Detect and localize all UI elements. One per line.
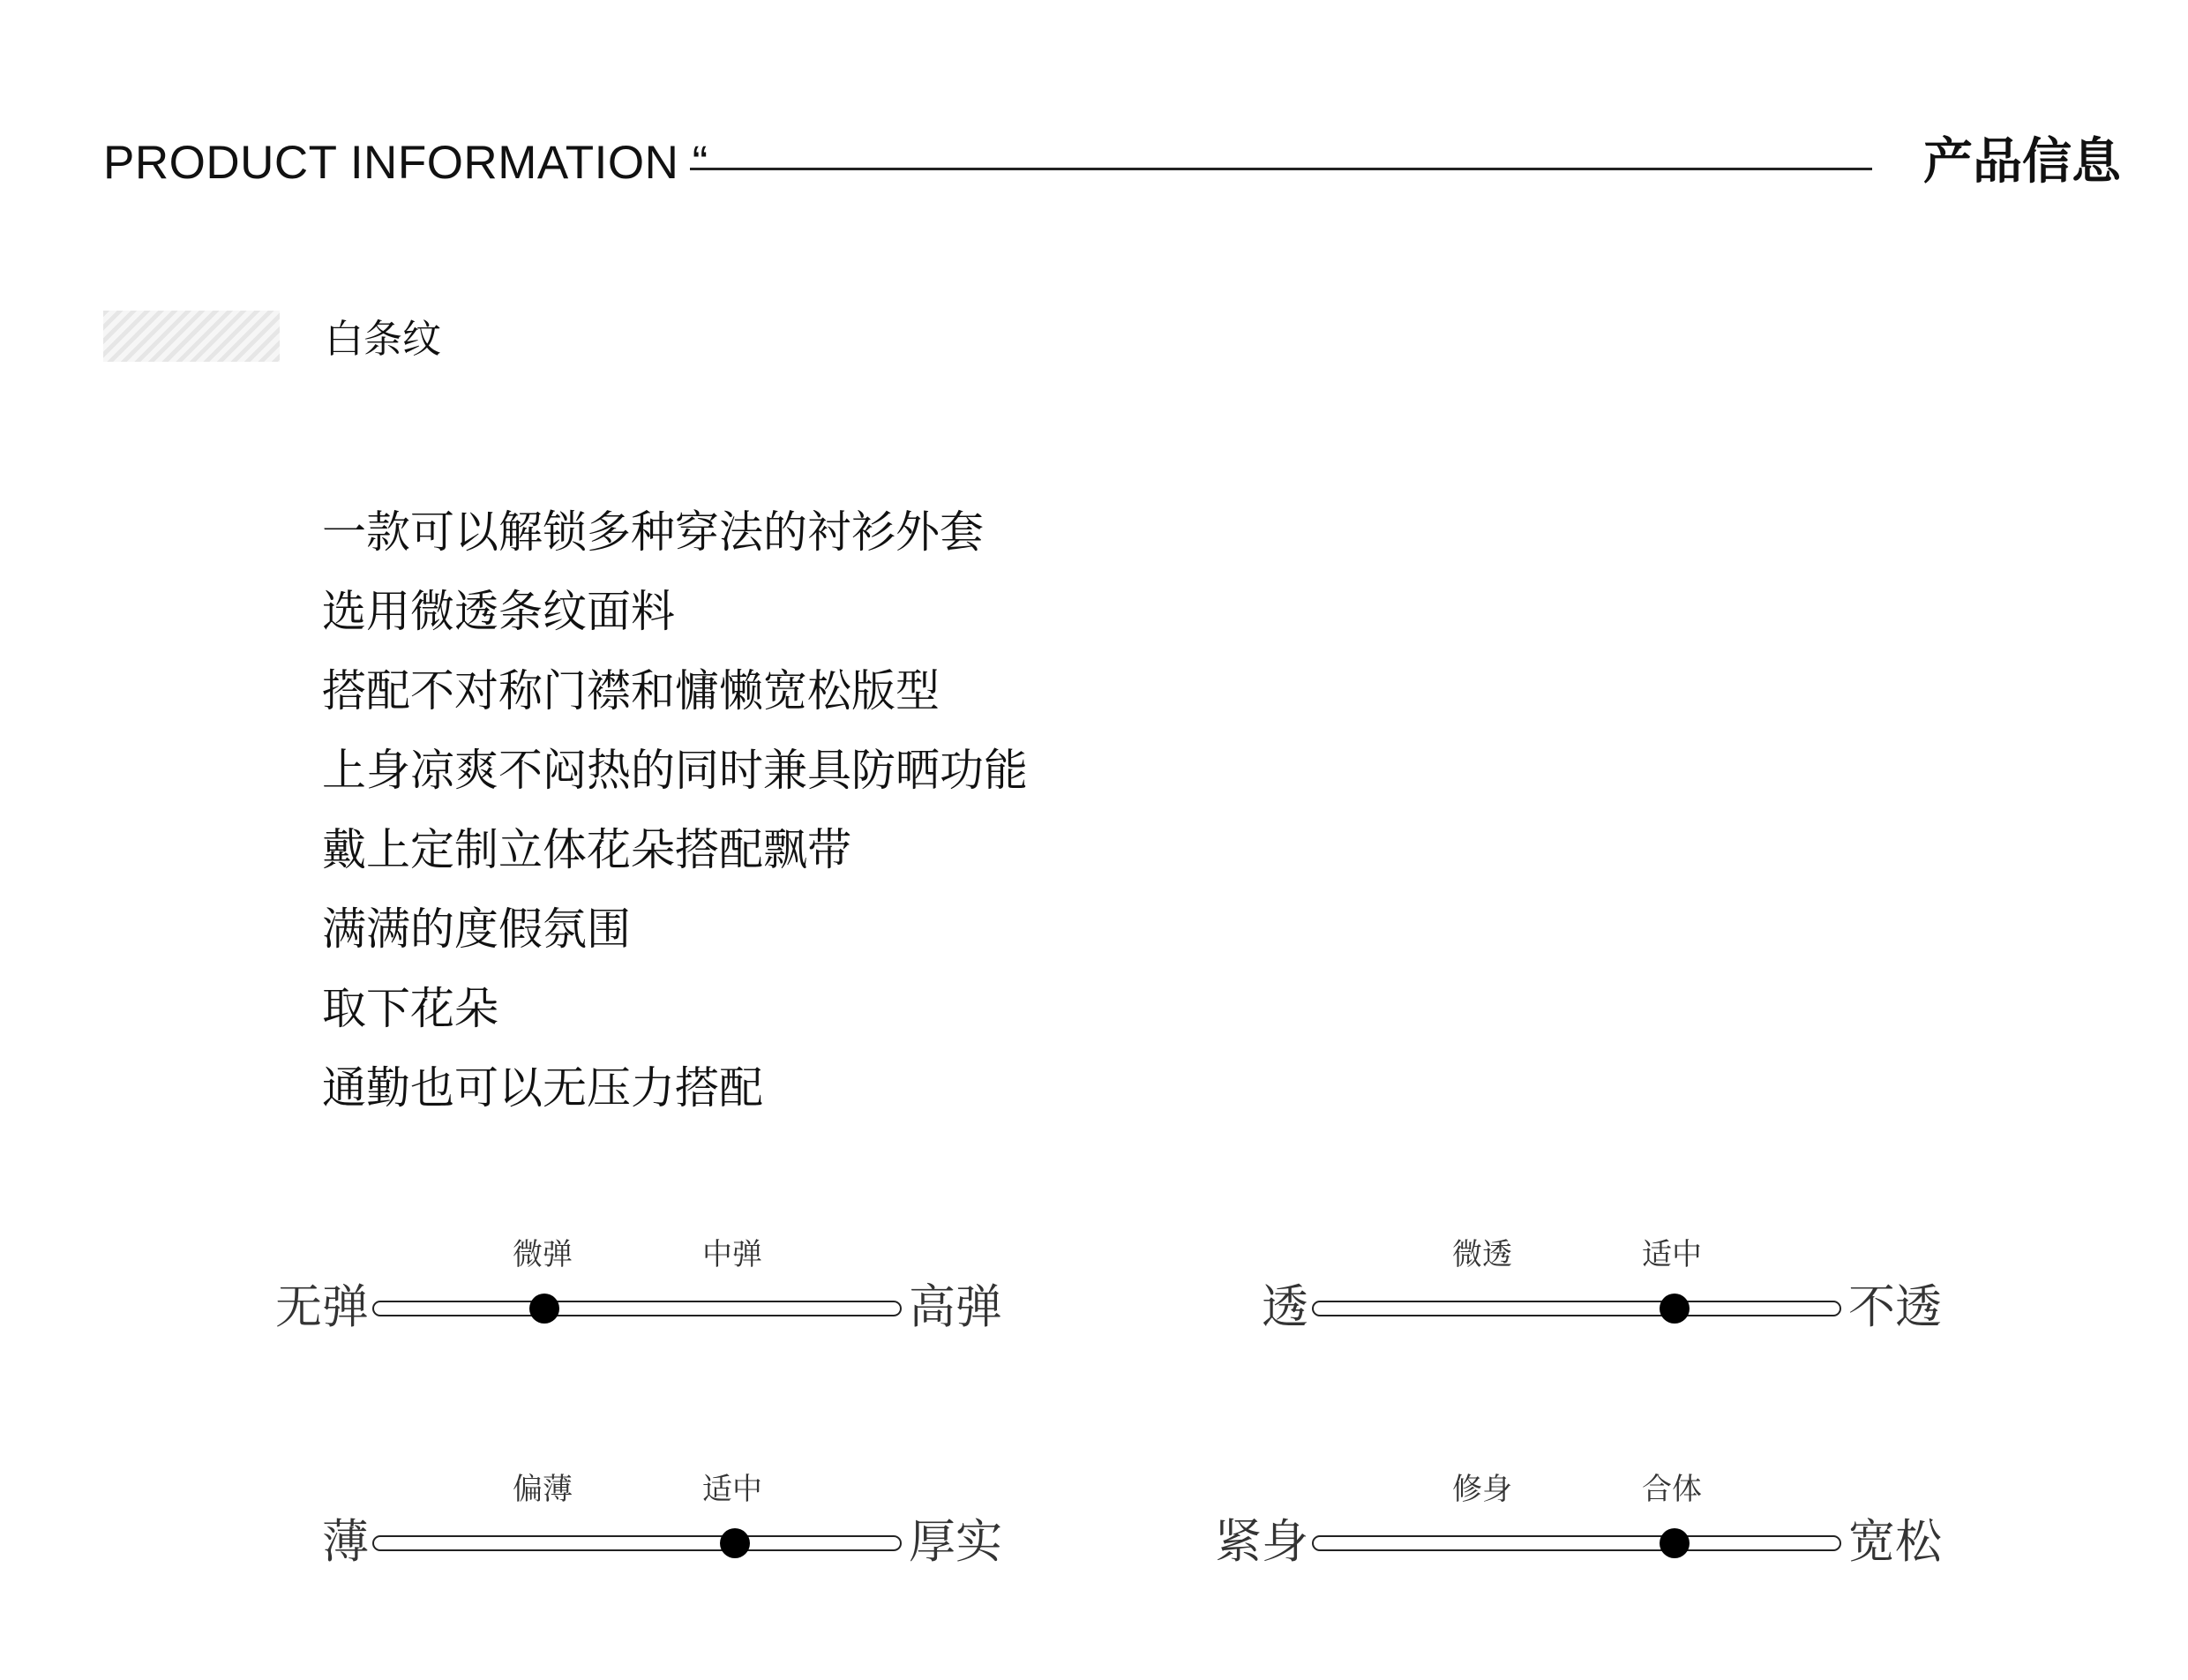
elasticity-scale: [265, 1235, 1094, 1412]
scale-track: [1312, 1535, 1841, 1551]
scale-tick-label: 适中: [702, 1472, 762, 1507]
scale-indicator: [1660, 1528, 1690, 1558]
scale-track: [372, 1301, 902, 1316]
scale-track: [372, 1535, 902, 1551]
description-line: 戴上定制立体花朵搭配飘带: [322, 824, 851, 875]
scale-right-label: 厚实: [909, 1515, 1002, 1569]
scale-tick-label: 适中: [1642, 1237, 1702, 1272]
thickness-scale: [265, 1470, 1094, 1646]
section-title-cn: 产品信息: [1923, 133, 2121, 191]
transparency-scale: [1204, 1235, 2034, 1412]
description-line: 一款可以解锁多种穿法的衬衫外套: [322, 506, 984, 558]
scale-left-label: 透: [1262, 1280, 1308, 1334]
scale-tick-label: 偏薄: [513, 1472, 573, 1507]
scale-left-label: 紧身: [1215, 1515, 1308, 1569]
scale-right-label: 宽松: [1848, 1515, 1942, 1569]
description-line: 搭配不对称门襟和慵懒宽松版型: [322, 665, 940, 716]
scale-track: [1312, 1301, 1841, 1316]
scale-indicator: [720, 1528, 750, 1558]
header-divider: [690, 168, 1872, 170]
scale-tick-label: 中弹: [702, 1237, 762, 1272]
scale-indicator: [1660, 1294, 1690, 1324]
section-title-en: PRODUCT INFORMATION “: [103, 137, 708, 189]
description-line: 满满的度假氛围: [322, 904, 631, 955]
color-name: 白条纹: [325, 317, 441, 362]
description-line: 选用微透条纹面料: [322, 586, 675, 637]
color-swatch: [103, 311, 280, 362]
scale-tick-label: 微透: [1452, 1237, 1512, 1272]
scale-tick-label: 修身: [1452, 1472, 1512, 1507]
scale-tick-label: 合体: [1642, 1472, 1702, 1507]
product-description: [322, 503, 1028, 1138]
scale-right-label: 不透: [1848, 1280, 1942, 1334]
scale-left-label: 薄: [322, 1515, 369, 1569]
scale-tick-label: 微弹: [513, 1237, 573, 1272]
section-header: [0, 0, 2188, 212]
scale-left-label: 无弹: [275, 1280, 369, 1334]
description-line: 取下花朵: [322, 983, 498, 1034]
scale-right-label: 高弹: [909, 1280, 1002, 1334]
description-line: 上身凉爽不闷热的同时兼具防晒功能: [322, 745, 1028, 796]
scale-indicator: [529, 1294, 559, 1324]
description-line: 通勤也可以无压力搭配: [322, 1062, 763, 1114]
fit-scale: [1204, 1470, 2034, 1646]
